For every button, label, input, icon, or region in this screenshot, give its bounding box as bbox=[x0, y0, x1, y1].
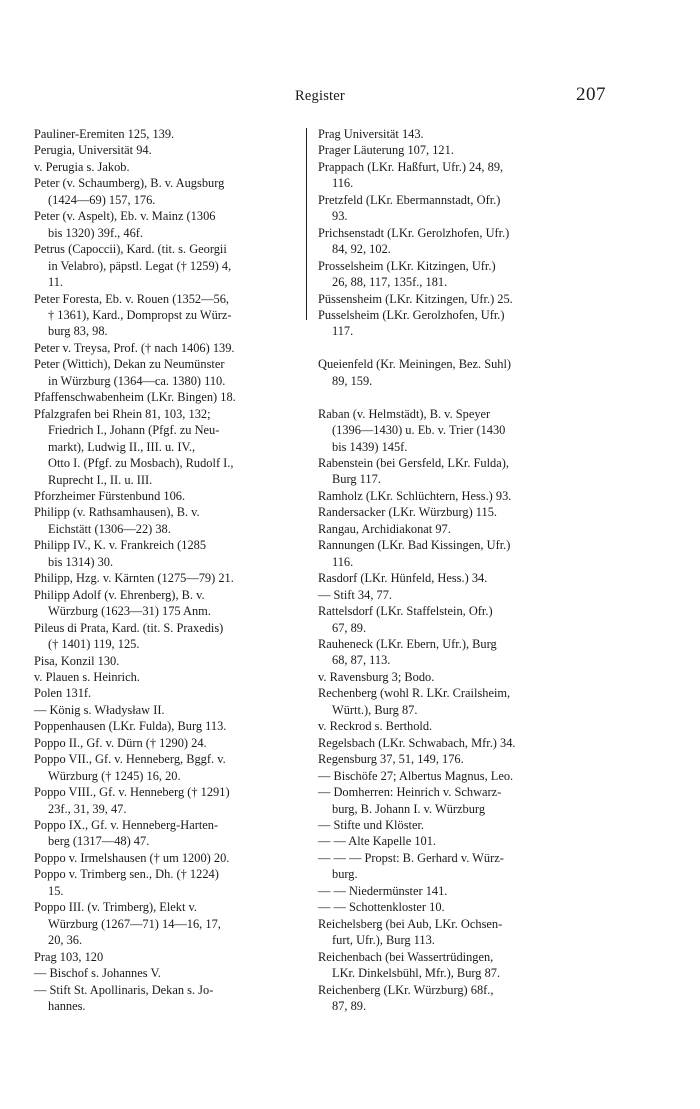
index-entry bbox=[318, 751, 606, 767]
index-entry-line: Rechenberg (wohl R. LKr. Crailsheim, bbox=[318, 686, 511, 701]
index-entry-line: Pauliner-Eremiten 125, 139. bbox=[34, 127, 175, 141]
index-entry-line: Petrus (Capoccii), Kard. (tit. s. Georgii bbox=[34, 242, 227, 257]
index-entry bbox=[318, 126, 606, 142]
index-entry-line: 87, 89. bbox=[332, 998, 367, 1013]
index-entry bbox=[34, 866, 309, 899]
index-entry bbox=[34, 570, 309, 586]
index-entry-line: Rangau, Archidiakonat 97. bbox=[318, 521, 451, 536]
index-entry-line: Poppenhausen (LKr. Fulda), Burg 113. bbox=[34, 719, 227, 734]
index-entry-line: Peter v. Treysa, Prof. († nach 1406) 139. bbox=[34, 340, 235, 355]
index-entry-line: — Stifte und Klöster. bbox=[318, 818, 425, 832]
index-entry-line: Rabenstein (bei Gersfeld, LKr. Fulda), bbox=[318, 456, 509, 471]
index-entry bbox=[34, 850, 309, 866]
index-entry bbox=[318, 817, 606, 833]
index-entry-line: — — — Propst: B. Gerhard v. Würz- bbox=[318, 850, 504, 865]
index-entry bbox=[34, 653, 309, 669]
index-entry-line: 23f., 31, 39, 47. bbox=[48, 801, 127, 816]
index-entry-line: Philipp IV., K. v. Frankreich (1285 bbox=[34, 538, 207, 553]
index-entry bbox=[318, 718, 606, 734]
index-entry-line: Pfalzgrafen bei Rhein 81, 103, 132; bbox=[34, 406, 211, 421]
index-entry-line: — Bischof s. Johannes V. bbox=[34, 966, 161, 981]
index-entry-line: Poppo IX., Gf. v. Henneberg-Harten- bbox=[34, 818, 219, 833]
index-entry-line: 15. bbox=[48, 883, 64, 898]
index-entry bbox=[34, 504, 309, 537]
index-entry-line: markt), Ludwig II., III. u. IV., bbox=[48, 439, 196, 454]
index-entry bbox=[34, 340, 309, 356]
index-entry-line: Pforzheimer Fürstenbund 106. bbox=[34, 488, 186, 503]
index-entry-line: Polen 131f. bbox=[34, 686, 92, 701]
index-entry-line: Reichelsberg (bei Aub, LKr. Ochsen- bbox=[318, 916, 503, 931]
index-entry-line: berg (1317—48) 47. bbox=[48, 834, 150, 849]
index-entry-line: v. Ravensburg 3; Bodo. bbox=[318, 669, 435, 684]
index-entry bbox=[34, 751, 309, 784]
index-entry-line: Burg 117. bbox=[332, 472, 381, 487]
index-entry-line: 11. bbox=[48, 275, 64, 290]
index-entry bbox=[318, 883, 606, 899]
index-entry bbox=[34, 537, 309, 570]
index-entry-line: Prag 103, 120 bbox=[34, 949, 104, 964]
index-entry-line: — Bischöfe 27; Albertus Magnus, Leo. bbox=[318, 768, 514, 783]
index-entry-line: Peter Foresta, Eb. v. Rouen (1352—56, bbox=[34, 291, 230, 306]
index-entry-line: Peter (v. Schaumberg), B. v. Augsburg bbox=[34, 176, 225, 191]
index-entry bbox=[34, 488, 309, 504]
index-entry-line: Pretzfeld (LKr. Ebermannstadt, Ofr.) bbox=[318, 192, 501, 207]
index-entry-line: Eichstätt (1306—22) 38. bbox=[48, 521, 171, 536]
index-entry bbox=[34, 965, 309, 981]
index-entry-line: Rattelsdorf (LKr. Staffelstein, Ofr.) bbox=[318, 604, 493, 619]
index-entry-line: 117. bbox=[332, 324, 354, 339]
index-entry-line: (1396—1430) u. Eb. v. Trier (1430 bbox=[332, 423, 506, 438]
index-entry-line: Poppo VII., Gf. v. Henneberg, Bggf. v. bbox=[34, 752, 226, 767]
index-entry-line: — Domherren: Heinrich v. Schwarz- bbox=[318, 785, 502, 800]
index-entry bbox=[318, 291, 606, 307]
index-entry-line: 116. bbox=[332, 554, 354, 569]
index-entry bbox=[34, 949, 309, 965]
index-entry-line: Würzburg († 1245) 16, 20. bbox=[48, 768, 181, 783]
index-entry-line: Pileus di Prata, Kard. (tit. S. Praxedis) bbox=[34, 620, 224, 635]
index-entry-line: — — Alte Kapelle 101. bbox=[318, 834, 437, 849]
index-entry-line: Raban (v. Helmstädt), B. v. Speyer bbox=[318, 406, 491, 421]
index-entry-line: Peter (v. Aspelt), Eb. v. Mainz (1306 bbox=[34, 209, 216, 224]
index-entry-line: 93. bbox=[332, 209, 348, 224]
index-entry-line: Poppo II., Gf. v. Dürn († 1290) 24. bbox=[34, 735, 207, 750]
index-entry-line: v. Perugia s. Jakob. bbox=[34, 159, 130, 174]
index-entry bbox=[34, 669, 309, 685]
index-entry-line: († 1401) 119, 125. bbox=[48, 637, 140, 652]
index-entry-line: Pisa, Konzil 130. bbox=[34, 653, 120, 668]
index-entry-line: Prag Universität 143. bbox=[318, 127, 424, 141]
index-entry-line: Prichsenstadt (LKr. Gerolzhofen, Ufr.) bbox=[318, 225, 510, 240]
index-entry-line: — — Schottenkloster 10. bbox=[318, 900, 445, 915]
index-entry-line: Poppo v. Trimberg sen., Dh. († 1224) bbox=[34, 867, 219, 882]
index-entry bbox=[318, 504, 606, 520]
index-entry-line: Rauheneck (LKr. Ebern, Ufr.), Burg bbox=[318, 637, 497, 652]
page-header bbox=[34, 86, 606, 112]
index-entry bbox=[34, 685, 309, 701]
index-entry-line: furt, Ufr.), Burg 113. bbox=[332, 933, 435, 948]
index-entry bbox=[34, 389, 309, 405]
index-entry bbox=[34, 718, 309, 734]
index-entry bbox=[318, 521, 606, 537]
index-entry-line: Würzburg (1267—71) 14—16, 17, bbox=[48, 916, 221, 931]
page-number: 207 bbox=[576, 84, 606, 105]
index-entry-line: — Stift St. Apollinaris, Dekan s. Jo- bbox=[34, 982, 214, 997]
index-entry bbox=[318, 356, 606, 389]
index-entry-line: burg, B. Johann I. v. Würzburg bbox=[332, 801, 486, 816]
index-entry-line: Randersacker (LKr. Würzburg) 115. bbox=[318, 505, 498, 520]
index-entry-line: Prager Läuterung 107, 121. bbox=[318, 143, 454, 158]
index-entry bbox=[34, 784, 309, 817]
index-entry bbox=[34, 702, 309, 718]
index-entry-line: Prappach (LKr. Haßfurt, Ufr.) 24, 89, bbox=[318, 159, 504, 174]
index-entry-line: bis 1314) 30. bbox=[48, 554, 114, 569]
index-entry-line: 89, 159. bbox=[332, 373, 373, 388]
index-entry-line: Poppo VIII., Gf. v. Henneberg († 1291) bbox=[34, 785, 230, 800]
index-entry bbox=[34, 735, 309, 751]
index-entry bbox=[34, 982, 309, 1015]
index-entry bbox=[318, 258, 606, 291]
index-entry-line: Queienfeld (Kr. Meiningen, Bez. Suhl) bbox=[318, 357, 512, 372]
index-entry-line: Philipp Adolf (v. Ehrenberg), B. v. bbox=[34, 587, 205, 602]
index-entry bbox=[34, 587, 309, 620]
index-entry-line: 67, 89. bbox=[332, 620, 367, 635]
index-entry-line: (1424—69) 157, 176. bbox=[48, 192, 156, 207]
index-entry bbox=[318, 850, 606, 883]
index-entry-line: Otto I. (Pfgf. zu Mosbach), Rudolf I., bbox=[48, 456, 234, 471]
index-entry bbox=[318, 307, 606, 340]
index-entry bbox=[34, 208, 309, 241]
index-entry-line: Reichenbach (bei Wassertrüdingen, bbox=[318, 949, 494, 964]
index-entry bbox=[318, 735, 606, 751]
index-entry bbox=[318, 406, 606, 455]
index-entry-line: in Velabro), päpstl. Legat († 1259) 4, bbox=[48, 258, 232, 273]
index-column-left bbox=[34, 126, 309, 1014]
index-entry-line: Ramholz (LKr. Schlüchtern, Hess.) 93. bbox=[318, 488, 512, 503]
index-entry bbox=[318, 570, 606, 586]
index-entry bbox=[34, 291, 309, 340]
index-entry-line: bis 1439) 145f. bbox=[332, 439, 408, 454]
index-entry-line: Reichenberg (LKr. Würzburg) 68f., bbox=[318, 982, 494, 997]
index-entry-line: bis 1320) 39f., 46f. bbox=[48, 225, 143, 240]
index-entry-line: Peter (Wittich), Dekan zu Neumünster bbox=[34, 357, 225, 372]
index-entry-line: Pusselsheim (LKr. Gerolzhofen, Ufr.) bbox=[318, 307, 505, 322]
index-entry-line: Philipp (v. Rathsamhausen), B. v. bbox=[34, 505, 200, 520]
index-entry-line: † 1361), Kard., Dompropst zu Würz- bbox=[48, 307, 232, 322]
index-entry-line: Püssensheim (LKr. Kitzingen, Ufr.) 25. bbox=[318, 291, 513, 306]
index-entry-line: Philipp, Hzg. v. Kärnten (1275—79) 21. bbox=[34, 571, 234, 586]
index-entry bbox=[318, 949, 606, 982]
index-entry-line: 26, 88, 117, 135f., 181. bbox=[332, 275, 448, 290]
index-entry bbox=[318, 784, 606, 817]
index-entry bbox=[318, 159, 606, 192]
index-entry-line: Rannungen (LKr. Bad Kissingen, Ufr.) bbox=[318, 538, 511, 553]
index-entry-line: LKr. Dinkelsbühl, Mfr.), Burg 87. bbox=[332, 966, 501, 981]
index-entry bbox=[318, 455, 606, 488]
index-entry-line: Regelsbach (LKr. Schwabach, Mfr.) 34. bbox=[318, 735, 516, 750]
index-entry bbox=[34, 142, 309, 158]
index-entry bbox=[318, 982, 606, 1015]
index-entry bbox=[34, 241, 309, 290]
index-entry bbox=[34, 406, 309, 488]
index-entry bbox=[34, 159, 309, 175]
index-entry-line: Prosselsheim (LKr. Kitzingen, Ufr.) bbox=[318, 258, 496, 273]
index-entry bbox=[318, 587, 606, 603]
index-entry-line: Poppo v. Irmelshausen († um 1200) 20. bbox=[34, 850, 230, 865]
index-entry bbox=[34, 817, 309, 850]
index-entry-line: 116. bbox=[332, 176, 354, 191]
index-entry bbox=[34, 126, 309, 142]
index-entry bbox=[34, 620, 309, 653]
section-gap bbox=[318, 340, 606, 356]
index-entry-line: Würzburg (1623—31) 175 Anm. bbox=[48, 604, 211, 619]
index-entry bbox=[318, 833, 606, 849]
index-entry bbox=[318, 192, 606, 225]
index-entry-line: burg. bbox=[332, 867, 358, 882]
index-entry-line: Poppo III. (v. Trimberg), Elekt v. bbox=[34, 900, 198, 915]
index-entry-line: 68, 87, 113. bbox=[332, 653, 391, 668]
index-column-right bbox=[318, 126, 606, 1014]
index-entry bbox=[34, 175, 309, 208]
index-entry-line: — — Niedermünster 141. bbox=[318, 883, 448, 898]
index-entry-line: in Würzburg (1364—ca. 1380) 110. bbox=[48, 373, 226, 388]
index-entry bbox=[318, 488, 606, 504]
index-entry-line: burg 83, 98. bbox=[48, 324, 108, 339]
index-entry bbox=[318, 636, 606, 669]
index-entry-line: Perugia, Universität 94. bbox=[34, 143, 152, 158]
index-entry-line: hannes. bbox=[48, 999, 86, 1014]
index-entry bbox=[318, 142, 606, 158]
index-entry bbox=[318, 916, 606, 949]
index-entry-line: Rasdorf (LKr. Hünfeld, Hess.) 34. bbox=[318, 571, 488, 586]
index-entry bbox=[318, 899, 606, 915]
section-gap bbox=[318, 389, 606, 405]
index-entry bbox=[318, 225, 606, 258]
index-entry-line: Regensburg 37, 51, 149, 176. bbox=[318, 752, 464, 767]
index-entry-line: 20, 36. bbox=[48, 933, 83, 948]
index-entry-line: v. Plauen s. Heinrich. bbox=[34, 669, 140, 684]
index-entry bbox=[318, 768, 606, 784]
index-entry-line: — Stift 34, 77. bbox=[318, 587, 393, 602]
index-entry bbox=[318, 603, 606, 636]
index-entry-line: Friedrich I., Johann (Pfgf. zu Neu- bbox=[48, 423, 220, 438]
running-title: Register bbox=[295, 88, 345, 104]
index-entry-line: 84, 92, 102. bbox=[332, 242, 391, 257]
index-entry bbox=[318, 537, 606, 570]
index-entry-line: Pfaffenschwabenheim (LKr. Bingen) 18. bbox=[34, 390, 236, 405]
index-entry bbox=[34, 356, 309, 389]
index-entry bbox=[34, 899, 309, 948]
index-entry-line: Ruprecht I., II. u. III. bbox=[48, 472, 153, 487]
index-entry-line: — König s. Władysław II. bbox=[34, 702, 165, 717]
index-entry-line: v. Reckrod s. Berthold. bbox=[318, 719, 433, 734]
index-entry bbox=[318, 669, 606, 685]
index-entry bbox=[318, 685, 606, 718]
index-entry-line: Württ.), Burg 87. bbox=[332, 702, 418, 717]
